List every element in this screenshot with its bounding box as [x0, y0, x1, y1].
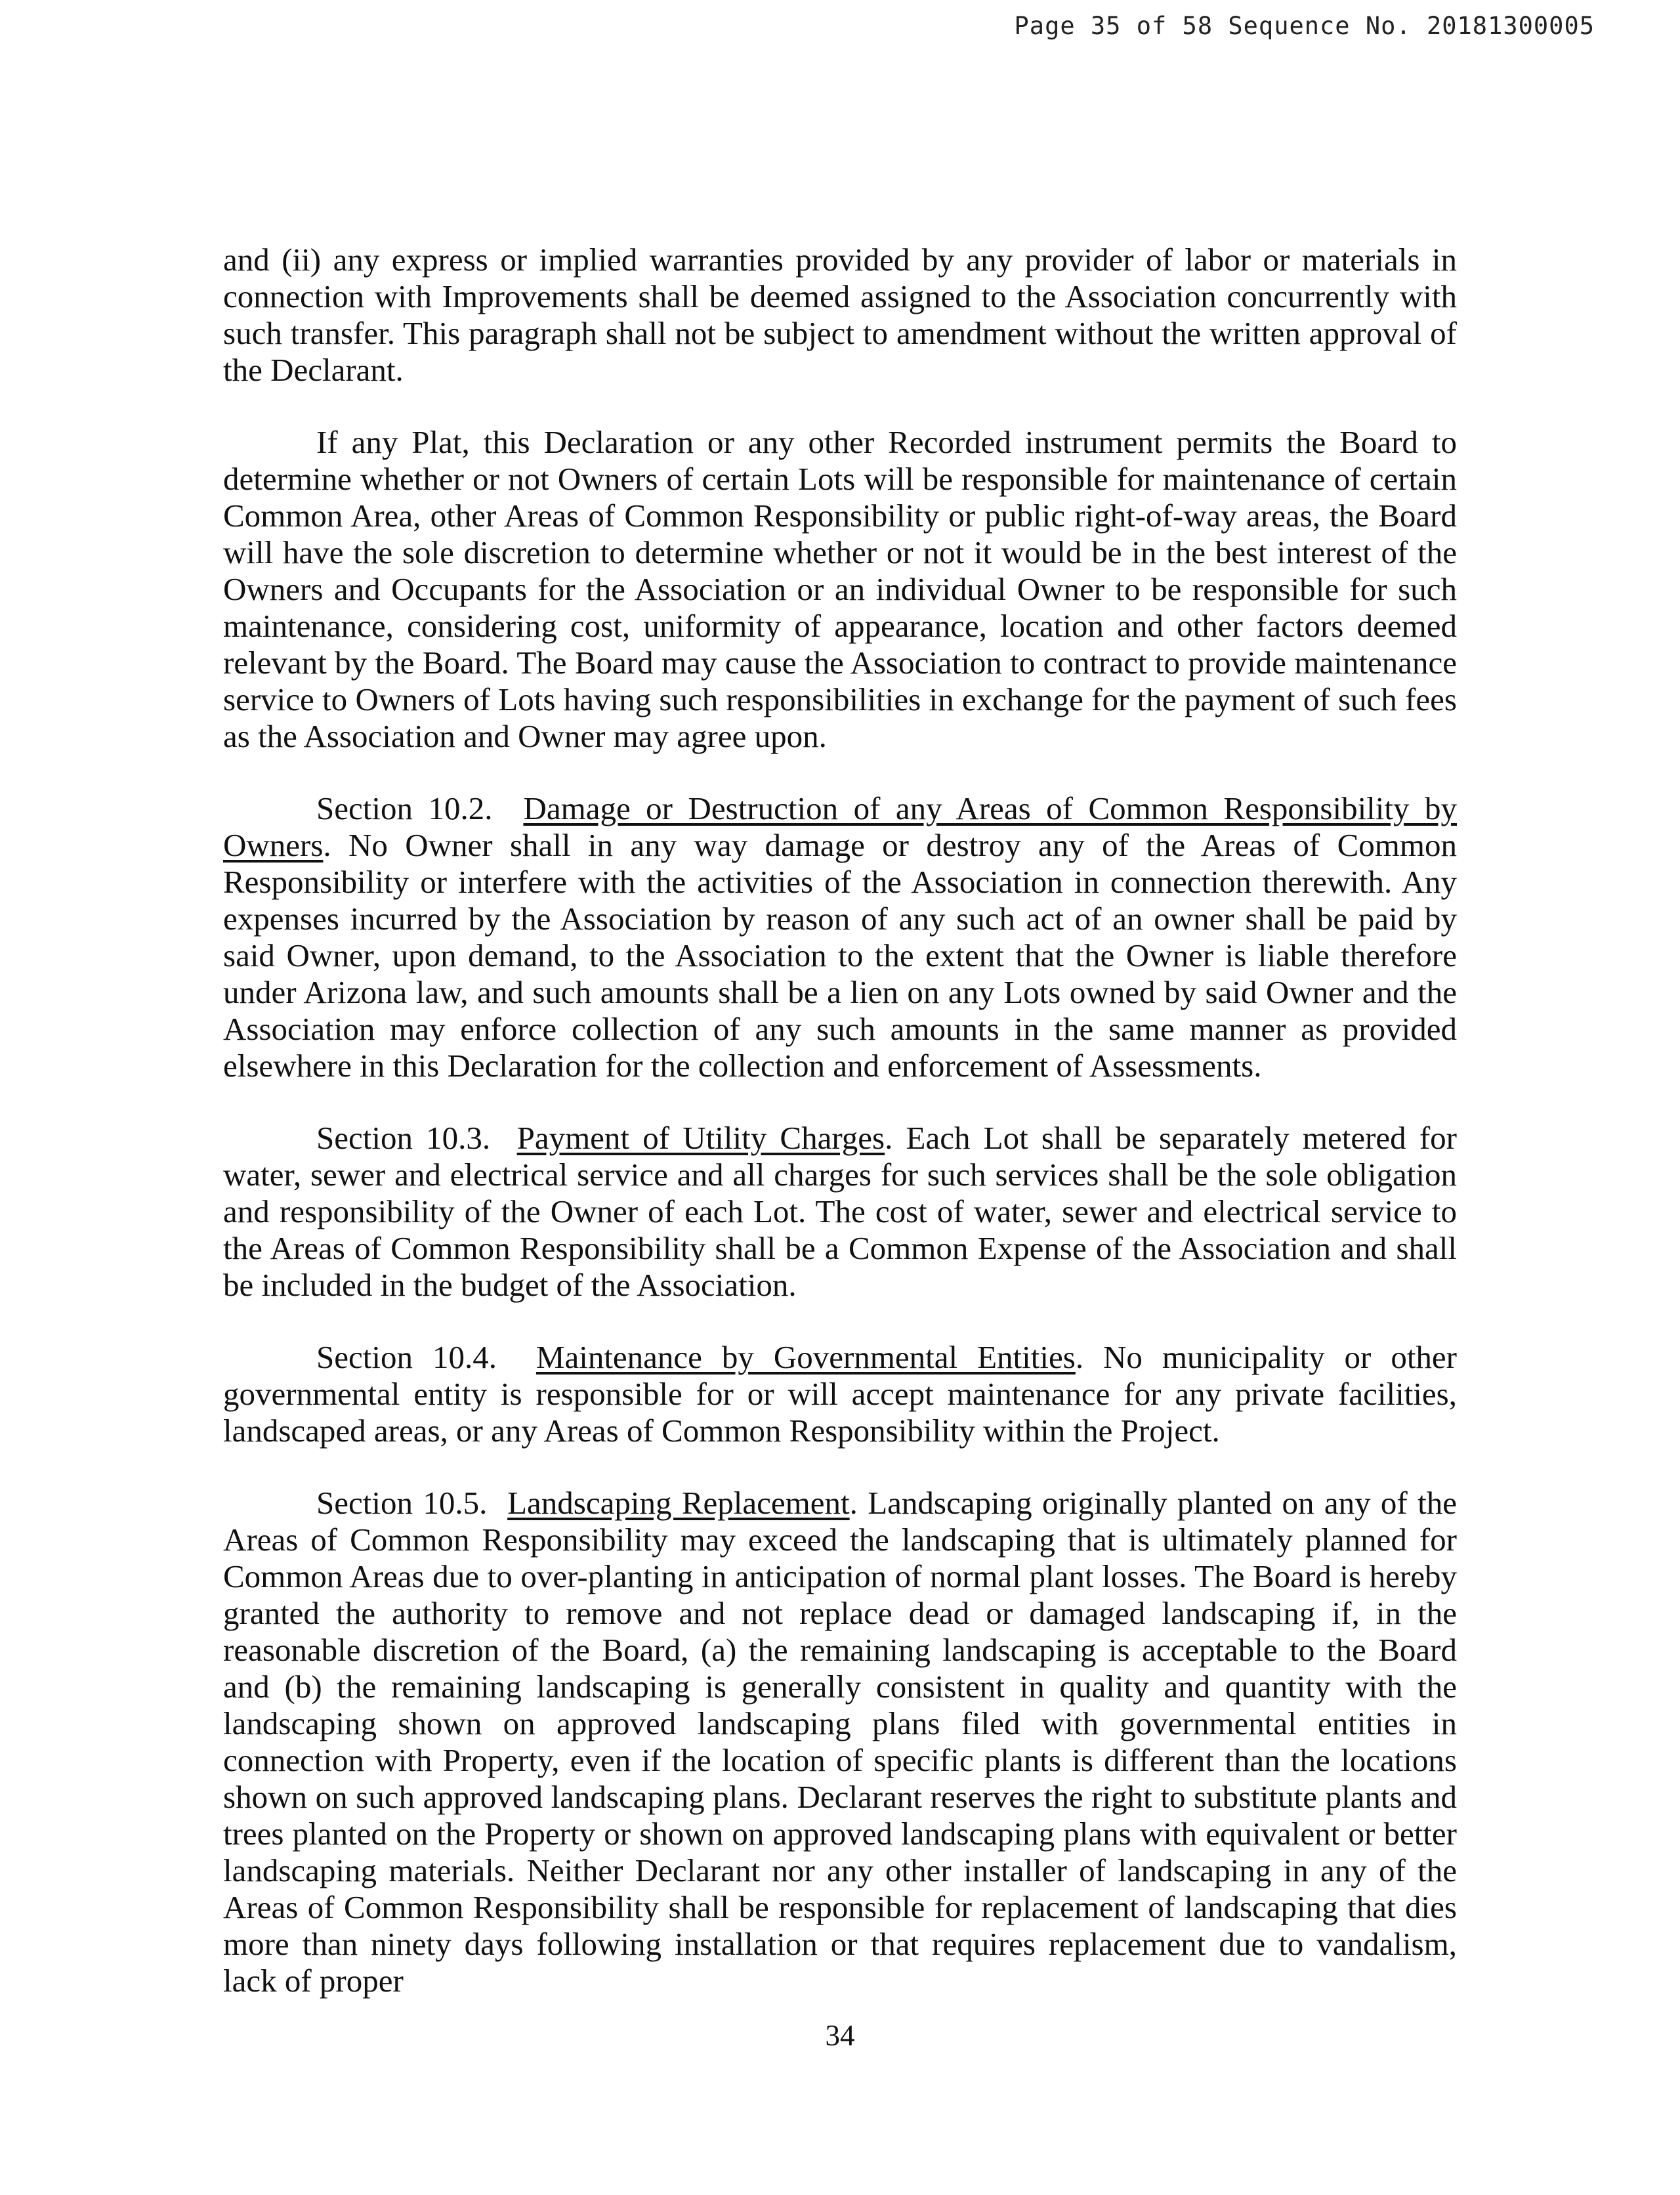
section-number: Section 10.4.	[316, 1339, 497, 1375]
section-heading: Landscaping Replacement	[507, 1485, 850, 1521]
section-number: Section 10.3.	[316, 1120, 491, 1156]
section-heading: Damage or Destruction of any Areas of Common Responsibility by Owners	[223, 790, 1458, 863]
section-body: . Landscaping originally planted on any of the Areas of Common Responsibility may exceed the landscaping that is ultimately planned for Common Areas due to over-planting in anticipation of normal plant losses. The Board is hereby granted the authority to remove and not replace dead or damaged landscaping if, in the reasonable discretion of the Board, (a) the remaining landscaping is acceptable to the Board and (b) the remaining landscaping is generally consistent in quality and quantity with the landscaping shown on approved landscaping plans filed with governmental entities in connection with Property, even if the location of specific plants is different than the locations shown on such approved landscaping plans. Declarant reserves the right to substitute plants and trees planted on the Property or shown on approved landscaping plans with equivalent or better landscaping materials. Neither Declarant nor any other installer of landscaping in any of the Areas of Common Responsibility shall be responsible for replacement of landscaping that dies more than ninety days following installation or that requires replacement due to vandalism, lack of proper	[223, 1485, 1457, 1999]
page-sequence-header: Page 35 of 58 Sequence No. 20181300005	[1014, 12, 1595, 40]
section-body: . Each Lot shall be separately metered for water, sewer and electrical service and all charges for such services shall be the sole obligation and responsibility of the Owner of each Lot. The cost of water, sewer and electrical service to the Areas of Common Responsibility shall be a Common Expense of the Association and shall be included in the budget of the Association.	[223, 1120, 1457, 1303]
section-body: . No Owner shall in any way damage or destroy any of the Areas of Common Responsibility or interfere with the activities of the Association in connection therewith. Any expenses incurred by the Association by reason of any such act of an owner shall be paid by said Owner, upon demand, to the Association to the extent that the Owner is liable therefore under Arizona law, and such amounts shall be a lien on any Lots owned by said Owner and the Association may enforce collection of any such amounts in the same manner as provided elsewhere in this Declaration for the collection and enforcement of Assessments.	[223, 827, 1457, 1084]
section-number: Section 10.2.	[316, 790, 493, 826]
section-body: . No municipality or other governmental entity is responsible for or will accept maintenance for any private facilities, landscaped areas, or any Areas of Common Responsibility within the Project.	[223, 1339, 1457, 1449]
section-number: Section 10.5.	[316, 1485, 488, 1521]
document-body	[223, 242, 1457, 2035]
continued-paragraph: and (ii) any express or implied warranties provided by any provider of labor or materials in connection with Improvements shall be deemed assigned to the Association concurrently with such transfer. This paragraph shall not be subject to amendment without the written approval of the Declarant.	[223, 242, 1457, 388]
section-10-3	[223, 1120, 1457, 1304]
plat-maintenance-paragraph: If any Plat, this Declaration or any other Recorded instrument permits the Board to determine whether or not Owners of certain Lots will be responsible for maintenance of certain Common Area, other Areas of Common Responsibility or public right-of-way areas, the Board will have the sole discretion to determine whether or not it would be in the best interest of the Owners and Occupants for the Association or an individual Owner to be responsible for such maintenance, considering cost, uniformity of appearance, location and other factors deemed relevant by the Board. The Board may cause the Association to contract to provide maintenance service to Owners of Lots having such responsibilities in exchange for the payment of such fees as the Association and Owner may agree upon.	[223, 424, 1457, 754]
section-10-2	[223, 790, 1457, 1084]
section-heading: Payment of Utility Charges	[516, 1120, 885, 1156]
section-10-4	[223, 1339, 1457, 1449]
section-10-5	[223, 1485, 1457, 1999]
page-number: 34	[825, 2019, 855, 2052]
section-heading: Maintenance by Governmental Entities	[536, 1339, 1076, 1375]
